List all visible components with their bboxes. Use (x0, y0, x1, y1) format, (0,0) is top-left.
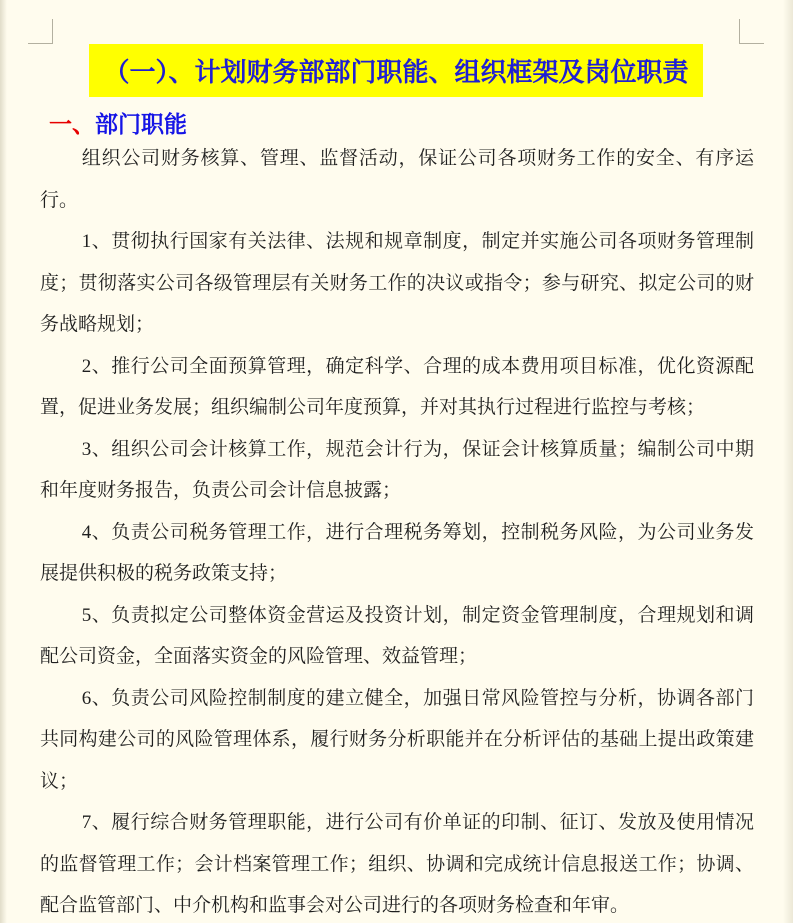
paragraph-item-1: 1、贯彻执行国家有关法律、法规和规章制度，制定并实施公司各项财务管理制度；贯彻落实公司各级管理层有关财务工作的决议或指令；参与研究、拟定公司的财务战略规划； (40, 231, 754, 335)
document-body (40, 138, 754, 923)
paragraph-item-5: 5、负责拟定公司整体资金营运及投资计划，制定资金管理制度，合理规划和调配公司资金，全面落实资金的风险管理、效益管理； (40, 604, 754, 667)
page-left-edge-shadow (0, 0, 7, 923)
section-heading (49, 111, 187, 137)
paragraph-item-2: 2、推行公司全面预算管理，确定科学、合理的成本费用项目标准，优化资源配置，促进业务发展；组织编制公司年度预算，并对其执行过程进行监控与考核； (40, 355, 754, 418)
paragraph-item-7: 7、履行综合财务管理职能，进行公司有价单证的印制、征订、发放及使用情况的监督管理工作；会计档案管理工作；组织、协调和完成统计信息报送工作；协调、配合监管部门、中介机构和监事会对公司进行的各项财务检查和年审。 (40, 812, 754, 916)
paragraph-item-6: 6、负责公司风险控制制度的建立健全，加强日常风险管控与分析，协调各部门共同构建公司的风险管理体系，履行财务分析职能并在分析评估的基础上提出政策建议； (40, 687, 754, 792)
section-heading-label: 部门职能 (95, 111, 187, 137)
margin-crop-mark-top-left (28, 19, 53, 44)
document-title: （一）、计划财务部部门职能、组织框架及岗位职责 (103, 57, 689, 87)
margin-crop-mark-top-right (739, 19, 764, 44)
page-right-edge-shadow (783, 0, 793, 923)
paragraph-item-3: 3、组织公司会计核算工作，规范会计行为，保证会计核算质量；编制公司中期和年度财务报告，负责公司会计信息披露； (40, 438, 754, 501)
paragraph-intro: 组织公司财务核算、管理、监督活动，保证公司各项财务工作的安全、有序运行。 (40, 148, 754, 211)
document-title-banner (89, 44, 703, 97)
paragraph-item-4: 4、负责公司税务管理工作，进行合理税务筹划，控制税务风险，为公司业务发展提供积极的税务政策支持； (40, 521, 754, 584)
section-heading-number: 一、 (49, 111, 95, 137)
